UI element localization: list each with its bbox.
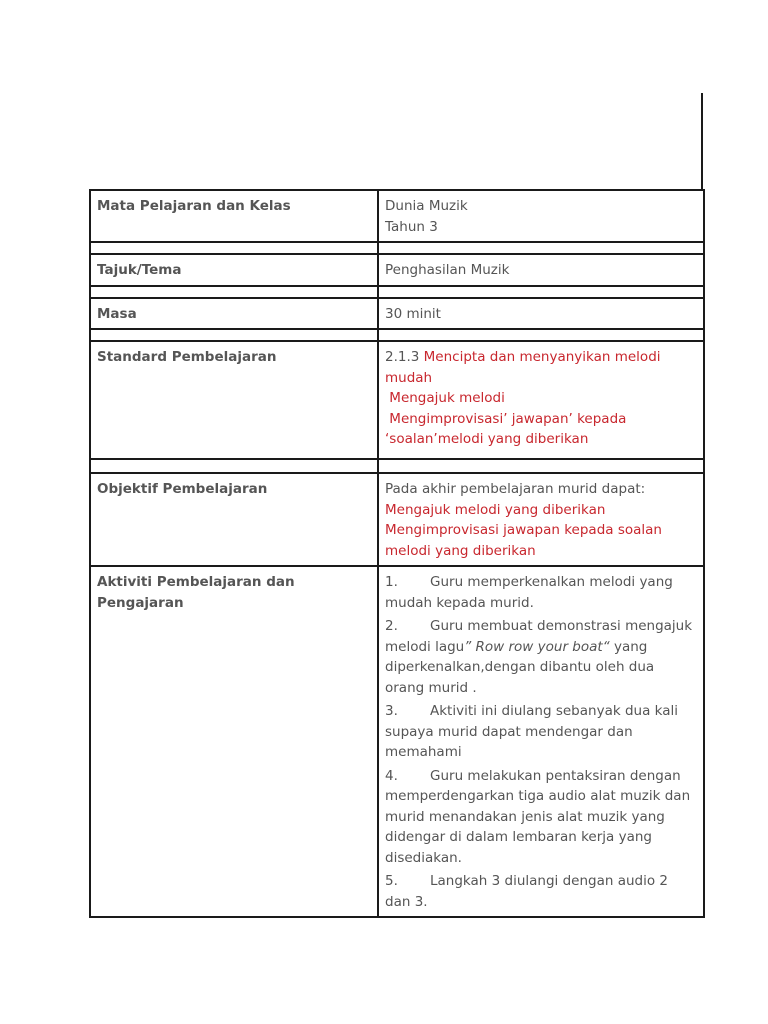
activity-number: 2.	[385, 618, 398, 634]
activity-item	[385, 701, 697, 763]
activity-item	[385, 616, 697, 698]
table-row-theme	[90, 254, 704, 286]
table-row-spacer	[90, 286, 704, 298]
standard-line1: Mencipta dan menyanyikan melodi mudah	[385, 349, 661, 386]
subject-value	[378, 190, 704, 242]
table-row-subject	[90, 190, 704, 242]
table-row-time	[90, 298, 704, 330]
lesson-plan-table	[89, 189, 705, 918]
activities-value	[378, 566, 704, 917]
activity-text: Langkah 3 diulangi dengan audio 2 dan 3.	[385, 873, 668, 910]
theme-label: Tajuk/Tema	[90, 254, 378, 286]
activity-song-title: ” Row row your boat“	[464, 638, 610, 655]
standard-line2-text: Mengajuk melodi	[389, 390, 505, 406]
objective-value	[378, 473, 704, 566]
table-row-spacer	[90, 242, 704, 254]
activity-number: 4.	[385, 767, 398, 784]
table-row-activities	[90, 566, 704, 917]
page-edge-line	[701, 93, 703, 191]
activity-number: 1.	[385, 574, 398, 590]
theme-value: Penghasilan Muzik	[378, 254, 704, 286]
standard-value	[378, 341, 704, 459]
standard-line3	[385, 409, 697, 450]
subject-value-line1: Dunia Muzik	[385, 198, 468, 214]
objective-item1: Mengajuk melodi yang diberikan	[385, 501, 606, 518]
objective-item2: Mengimprovisasi jawapan kepada soalan melodi yang diberikan	[385, 522, 662, 559]
activity-text: Guru memperkenalkan melodi yang mudah kepada murid.	[385, 574, 673, 611]
table-row-spacer	[90, 459, 704, 473]
subject-label: Mata Pelajaran dan Kelas	[90, 190, 378, 242]
time-label: Masa	[90, 298, 378, 330]
activity-item	[385, 766, 697, 869]
activity-text: Guru membuat demonstrasi mengajuk melodi lagu	[385, 618, 693, 655]
activity-item	[385, 871, 697, 912]
objective-label: Objektif Pembelajaran	[90, 473, 378, 566]
time-value: 30 minit	[378, 298, 704, 330]
objective-intro: Pada akhir pembelajaran murid dapat:	[385, 481, 646, 497]
activity-number: 3.	[385, 703, 398, 719]
standard-label: Standard Pembelajaran	[90, 341, 378, 459]
standard-line2	[385, 388, 697, 409]
activity-text: Guru melakukan pentaksiran dengan memperdengarkan tiga audio alat muzik dan murid menandakan jenis alat muzik yang didengar di dalam lembaran kerja yang disediakan.	[385, 767, 691, 866]
activities-label: Aktiviti Pembelajaran dan Pengajaran	[90, 566, 378, 917]
standard-code: 2.1.3	[385, 349, 424, 365]
standard-line3-text: Mengimprovisasi’ jawapan’ kepada ‘soalan’melodi yang diberikan	[385, 410, 627, 447]
activity-number: 5.	[385, 873, 398, 889]
table-row-standard	[90, 341, 704, 459]
subject-value-line2: Tahun 3	[385, 218, 438, 235]
activity-item	[385, 572, 697, 613]
table-row-spacer	[90, 329, 704, 341]
table-row-objective	[90, 473, 704, 566]
activity-text: yang diperkenalkan,dengan dibantu oleh dua orang murid .	[385, 638, 655, 696]
activity-text: Aktiviti ini diulang sebanyak dua kali supaya murid dapat mendengar dan memahami	[385, 703, 678, 760]
